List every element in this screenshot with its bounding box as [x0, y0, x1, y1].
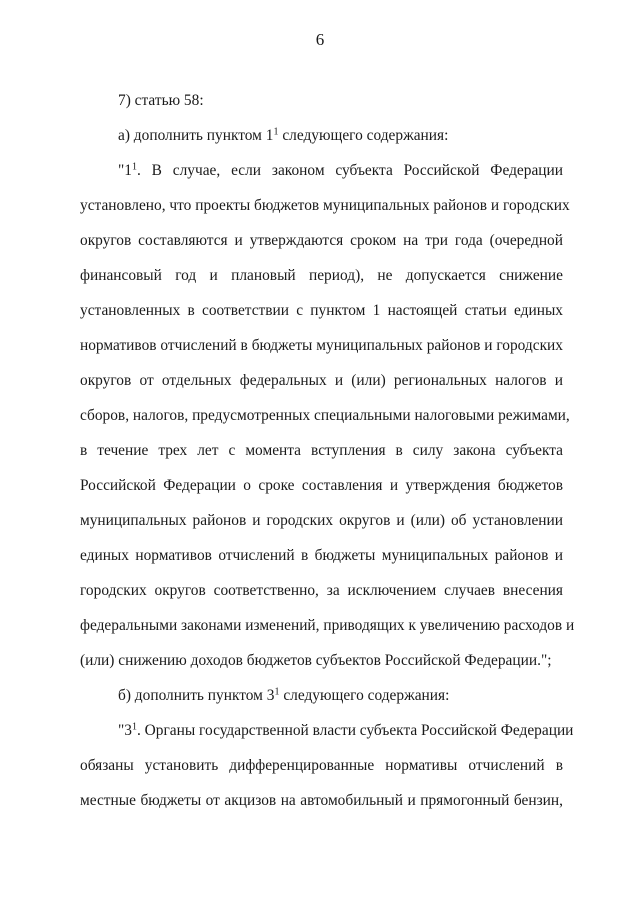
line-text: следующего содержания:	[278, 127, 449, 144]
line-text: установлено, что проекты бюджетов муниципальных районов и городских	[80, 197, 570, 214]
line-text: (или) снижению доходов бюджетов субъектов Российской Федерации.";	[80, 652, 552, 669]
text-line	[80, 756, 563, 776]
line-text: а) дополнить пунктом 1	[118, 127, 274, 144]
line-text: местные бюджеты от акцизов на автомобильный и прямогонный бензин,	[80, 792, 563, 809]
text-line	[118, 126, 563, 146]
line-text: округов составляются и утверждаются сроком на три года (очередной	[80, 232, 563, 249]
superscript: 1	[274, 686, 280, 698]
line-text: установленных в соответствии с пунктом 1 настоящей статьи единых	[80, 302, 563, 319]
line-text: следующего содержания:	[279, 687, 450, 704]
page-number: 6	[315, 30, 325, 49]
text-line	[80, 791, 563, 811]
text-line	[80, 476, 563, 496]
line-text: . Органы государственной власти субъекта Российской Федерации	[136, 722, 574, 739]
text-line	[118, 161, 563, 181]
line-text: 7) статью 58:	[118, 92, 204, 109]
superscript: 1	[131, 721, 137, 733]
line-text: Российской Федерации о сроке составления и утверждения бюджетов	[80, 477, 563, 494]
text-line	[118, 721, 574, 741]
line-text: федеральными законами изменений, приводящих к увеличению расходов и	[80, 617, 575, 634]
text-line	[80, 651, 563, 671]
text-line	[80, 301, 563, 321]
text-line	[80, 546, 563, 566]
line-text: сборов, налогов, предусмотренных специальными налоговыми режимами,	[80, 407, 570, 424]
line-text: муниципальных районов и городских округов и (или) об установлении	[80, 512, 563, 529]
text-line	[80, 266, 563, 286]
text-line	[80, 406, 570, 426]
text-line	[80, 616, 575, 636]
text-line	[118, 686, 563, 706]
line-text: единых нормативов отчислений в бюджеты муниципальных районов и	[80, 547, 563, 564]
text-line	[80, 511, 563, 531]
line-text: нормативов отчислений в бюджеты муниципальных районов и городских	[80, 337, 563, 354]
line-text: в течение трех лет с момента вступления в силу закона субъекта	[80, 442, 563, 459]
text-line	[80, 441, 563, 461]
line-text: "1	[118, 162, 132, 179]
line-text: городских округов соответственно, за исключением случаев внесения	[80, 582, 563, 599]
superscript: 1	[273, 126, 279, 138]
line-text: обязаны установить дифференцированные нормативы отчислений в	[80, 757, 563, 774]
line-text: финансовый год и плановый период), не допускается снижение	[80, 267, 563, 284]
text-line	[80, 581, 563, 601]
text-line	[80, 231, 563, 251]
text-line	[80, 371, 563, 391]
line-text: округов от отдельных федеральных и (или) региональных налогов и	[80, 372, 563, 389]
text-line	[80, 336, 563, 356]
line-text: б) дополнить пунктом 3	[118, 687, 275, 704]
superscript: 1	[131, 161, 137, 173]
line-text: . В случае, если законом субъекта Российской Федерации	[136, 162, 563, 179]
text-line	[80, 196, 570, 216]
text-line	[118, 91, 563, 111]
line-text: "3	[118, 722, 132, 739]
